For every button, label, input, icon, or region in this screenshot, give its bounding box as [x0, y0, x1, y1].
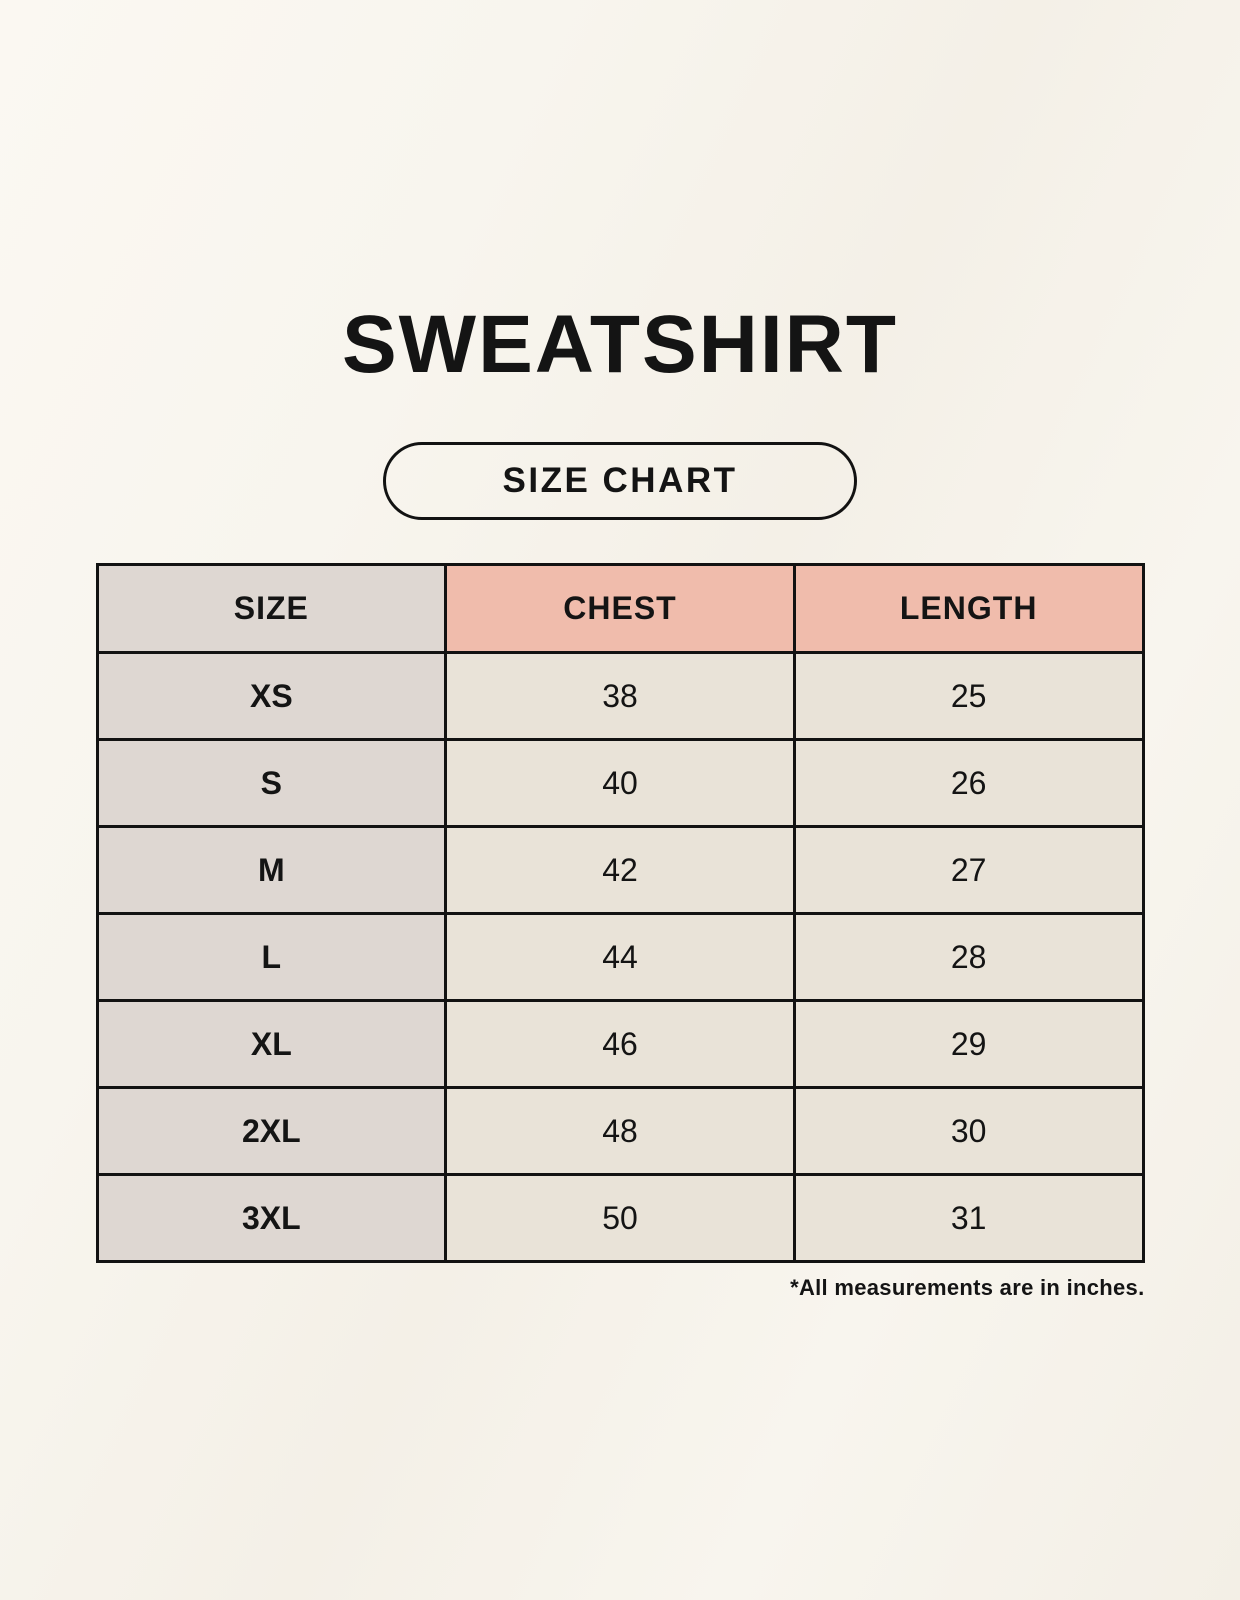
size-table [96, 563, 1145, 1263]
size-cell: L [97, 914, 446, 1001]
table-row [97, 1001, 1143, 1088]
length-cell: 28 [794, 914, 1143, 1001]
chest-cell: 48 [446, 1088, 795, 1175]
size-table-body [97, 653, 1143, 1262]
table-row [97, 914, 1143, 1001]
chest-cell: 40 [446, 740, 795, 827]
table-row [97, 1088, 1143, 1175]
chest-cell: 50 [446, 1175, 795, 1262]
length-cell: 25 [794, 653, 1143, 740]
size-chart-badge [383, 442, 857, 520]
chest-cell: 38 [446, 653, 795, 740]
length-cell: 29 [794, 1001, 1143, 1088]
chest-cell: 42 [446, 827, 795, 914]
size-cell: 2XL [97, 1088, 446, 1175]
size-cell: 3XL [97, 1175, 446, 1262]
chest-cell: 44 [446, 914, 795, 1001]
measurements-footnote: *All measurements are in inches. [790, 1275, 1145, 1301]
table-row [97, 653, 1143, 740]
size-cell: XL [97, 1001, 446, 1088]
length-cell: 26 [794, 740, 1143, 827]
length-cell: 30 [794, 1088, 1143, 1175]
header-row [97, 565, 1143, 653]
table-row [97, 1175, 1143, 1262]
size-table-header [97, 565, 1143, 653]
page-title: SWEATSHIRT [341, 299, 898, 390]
column-header-chest: CHEST [446, 565, 795, 653]
column-header-size: SIZE [97, 565, 446, 653]
column-header-length: LENGTH [794, 565, 1143, 653]
size-chart-badge-label: SIZE CHART [502, 461, 738, 501]
size-cell: M [97, 827, 446, 914]
chest-cell: 46 [446, 1001, 795, 1088]
size-cell: S [97, 740, 446, 827]
table-row [97, 740, 1143, 827]
table-row [97, 827, 1143, 914]
length-cell: 31 [794, 1175, 1143, 1262]
size-cell: XS [97, 653, 446, 740]
length-cell: 27 [794, 827, 1143, 914]
